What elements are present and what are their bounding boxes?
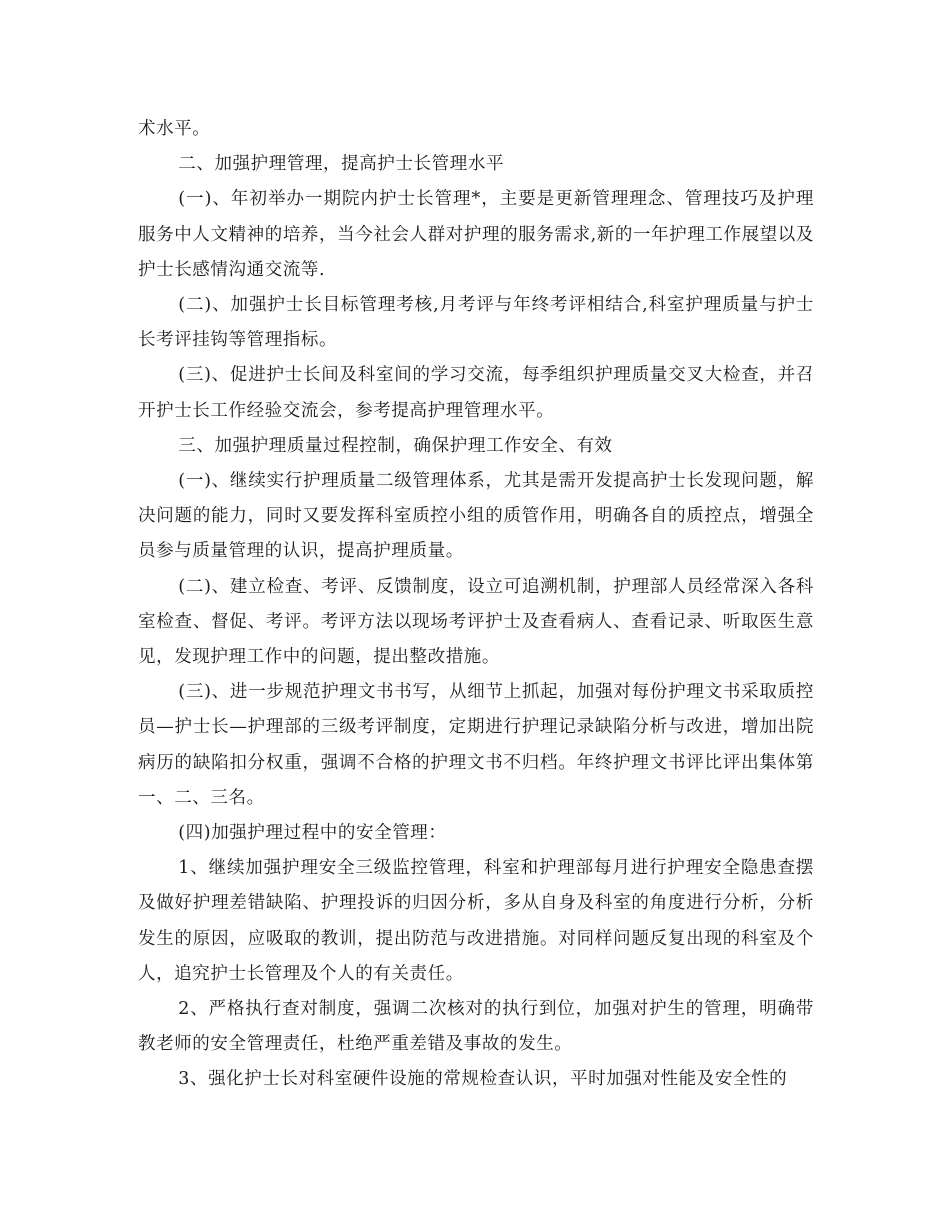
paragraph-continuation: 术水平。 <box>138 119 211 139</box>
paragraph-3-2: (二)、建立检查、考评、反馈制度，设立可追溯机制，护理部人员经常深入各科室检查、督促、考评。考评方法以现场考评护士及查看病人、查看记录、听取医生意见，发现护理工作中的问题，提出整改措施。 <box>138 576 814 668</box>
paragraph-3-4-heading: (四)加强护理过程中的安全管理： <box>178 823 447 844</box>
paragraph-2-1: (一)、年初举办一期院内护士长管理*，主要是更新管理理念、管理技巧及护理服务中人文精神的培养，当今社会人群对护理的服务需求,新的一年护理工作展望以及护士长感情沟通交流等. <box>138 189 814 280</box>
paragraph-item-3: 3、强化护士长对科室硬件设施的常规检查认识，平时加强对性能及安全性的 <box>178 1069 788 1090</box>
paragraph-3-3: (三)、进一步规范护理文书书写，从细节上抓起，加强对每份护理文书采取质控员—护士长—护理部的三级考评制度，定期进行护理记录缺陷分析与改进，增加出院病历的缺陷扣分权重，强调不合格的护理文书不归档。年终护理文书评比评出集体第一、二、三名。 <box>138 682 814 808</box>
section-heading-2: 二、加强护理管理，提高护士长管理水平 <box>178 154 505 175</box>
section-heading-3: 三、加强护理质量过程控制，确保护理工作安全、有效 <box>178 435 613 456</box>
paragraph-item-1: 1、继续加强护理安全三级监控管理，科室和护理部每月进行护理安全隐患查摆及做好护理差错缺陷、护理投诉的归因分析，多从自身及科室的角度进行分析，分析发生的原因，应吸取的教训，提出防范与改进措施。对同样问题反复出现的科室及个人，追究护士长管理及个人的有关责任。 <box>138 858 814 984</box>
paragraph-2-3: (三)、促进护士长间及科室间的学习交流，每季组织护理质量交叉大检查，并召开护士长工作经验交流会，参考提高护理管理水平。 <box>138 365 814 421</box>
paragraph-2-2: (二)、加强护士长目标管理考核,月考评与年终考评相结合,科室护理质量与护士长考评挂钩等管理指标。 <box>138 295 814 351</box>
paragraph-3-1: (一)、继续实行护理质量二级管理体系，尤其是需开发提高护士长发现问题，解决问题的能力，同时又要发挥科室质控小组的质管作用，明确各自的质控点，增强全员参与质量管理的认识，提高护理质量。 <box>138 471 814 562</box>
document-body <box>138 112 814 1098</box>
paragraph-item-2: 2、严格执行查对制度，强调二次核对的执行到位，加强对护生的管理，明确带教老师的安全管理责任，杜绝严重差错及事故的发生。 <box>138 999 814 1055</box>
